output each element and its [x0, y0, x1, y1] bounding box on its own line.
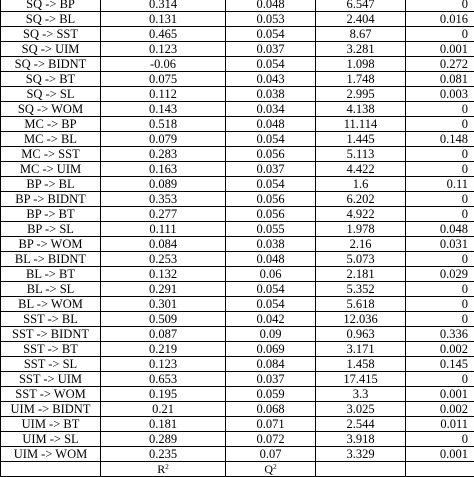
- std-error-cell: 0.037: [226, 162, 316, 177]
- estimate-cell: 0.653: [101, 372, 226, 387]
- table-row: [1, 87, 474, 102]
- p-value-cell: 0.001: [406, 387, 474, 402]
- std-error-cell: 0.084: [226, 357, 316, 372]
- p-value-cell: 0.016: [406, 12, 474, 27]
- table-row: [1, 327, 474, 342]
- path-cell: SST -> BL: [1, 312, 101, 327]
- critical-ratio-cell: 2.544: [316, 417, 406, 432]
- std-error-cell: 0.071: [226, 417, 316, 432]
- std-error-cell: 0.043: [226, 72, 316, 87]
- estimate-cell: -0.06: [101, 57, 226, 72]
- std-error-cell: 0.055: [226, 222, 316, 237]
- critical-ratio-cell: 3.281: [316, 42, 406, 57]
- estimate-cell: 0.21: [101, 402, 226, 417]
- path-cell: SQ -> BIDNT: [1, 57, 101, 72]
- critical-ratio-cell: 3.171: [316, 342, 406, 357]
- estimate-cell: 0.283: [101, 147, 226, 162]
- path-cell: MC -> SST: [1, 147, 101, 162]
- estimate-cell: 0.289: [101, 432, 226, 447]
- table-row: [1, 447, 474, 462]
- path-cell: UIM -> BIDNT: [1, 402, 101, 417]
- table-row: [1, 432, 474, 447]
- empty-cell: [1, 462, 101, 477]
- table-row: [1, 372, 474, 387]
- critical-ratio-cell: 5.073: [316, 252, 406, 267]
- std-error-cell: 0.037: [226, 372, 316, 387]
- p-value-cell: 0.145: [406, 357, 474, 372]
- path-cell: BL -> SL: [1, 282, 101, 297]
- table-row: [1, 162, 474, 177]
- estimate-cell: 0.112: [101, 87, 226, 102]
- std-error-cell: 0.048: [226, 0, 316, 12]
- p-value-cell: 0.002: [406, 342, 474, 357]
- estimate-cell: 0.079: [101, 132, 226, 147]
- fit-indices-row: [1, 462, 474, 477]
- critical-ratio-cell: 1.978: [316, 222, 406, 237]
- estimate-cell: 0.301: [101, 297, 226, 312]
- p-value-cell: 0: [406, 297, 474, 312]
- estimate-cell: 0.181: [101, 417, 226, 432]
- critical-ratio-cell: 8.67: [316, 27, 406, 42]
- estimate-cell: 0.353: [101, 192, 226, 207]
- path-cell: SST -> BIDNT: [1, 327, 101, 342]
- estimate-cell: 0.291: [101, 282, 226, 297]
- p-value-cell: 0.001: [406, 42, 474, 57]
- p-value-cell: 0: [406, 207, 474, 222]
- critical-ratio-cell: 11.114: [316, 117, 406, 132]
- path-cell: UIM -> BT: [1, 417, 101, 432]
- estimate-cell: 0.123: [101, 42, 226, 57]
- std-error-cell: 0.059: [226, 387, 316, 402]
- table-row: [1, 0, 474, 12]
- table-row: [1, 282, 474, 297]
- estimate-cell: 0.195: [101, 387, 226, 402]
- estimate-cell: 0.509: [101, 312, 226, 327]
- p-value-cell: 0: [406, 252, 474, 267]
- table-row: [1, 237, 474, 252]
- table-row: [1, 117, 474, 132]
- critical-ratio-cell: 1.098: [316, 57, 406, 72]
- table-row: [1, 27, 474, 42]
- path-cell: BP -> WOM: [1, 237, 101, 252]
- path-cell: SST -> SL: [1, 357, 101, 372]
- critical-ratio-cell: 4.922: [316, 207, 406, 222]
- estimate-cell: 0.143: [101, 102, 226, 117]
- path-cell: SQ -> BL: [1, 12, 101, 27]
- critical-ratio-cell: 3.3: [316, 387, 406, 402]
- critical-ratio-cell: 2.16: [316, 237, 406, 252]
- q-squared-header: $Q^2$: [226, 462, 316, 477]
- table-row: [1, 402, 474, 417]
- critical-ratio-cell: 2.181: [316, 267, 406, 282]
- path-cell: SST -> BT: [1, 342, 101, 357]
- estimate-cell: 0.219: [101, 342, 226, 357]
- estimate-cell: 0.277: [101, 207, 226, 222]
- p-value-cell: 0.001: [406, 447, 474, 462]
- estimate-cell: 0.111: [101, 222, 226, 237]
- estimate-cell: 0.123: [101, 357, 226, 372]
- path-cell: SST -> UIM: [1, 372, 101, 387]
- critical-ratio-cell: 12.036: [316, 312, 406, 327]
- std-error-cell: 0.056: [226, 192, 316, 207]
- std-error-cell: 0.07: [226, 447, 316, 462]
- table-row: [1, 192, 474, 207]
- critical-ratio-cell: 3.329: [316, 447, 406, 462]
- std-error-cell: 0.053: [226, 12, 316, 27]
- table-row: [1, 387, 474, 402]
- empty-cell: [316, 462, 406, 477]
- path-cell: BP -> BT: [1, 207, 101, 222]
- p-value-cell: 0: [406, 27, 474, 42]
- r-squared-header: $R^2$: [101, 462, 226, 477]
- path-cell: UIM -> SL: [1, 432, 101, 447]
- p-value-cell: 0: [406, 162, 474, 177]
- path-cell: SQ -> WOM: [1, 102, 101, 117]
- path-cell: MC -> BL: [1, 132, 101, 147]
- p-value-cell: 0.003: [406, 87, 474, 102]
- p-value-cell: 0.002: [406, 402, 474, 417]
- path-cell: BP -> BL: [1, 177, 101, 192]
- estimate-cell: 0.314: [101, 0, 226, 12]
- critical-ratio-cell: 1.458: [316, 357, 406, 372]
- path-cell: MC -> UIM: [1, 162, 101, 177]
- std-error-cell: 0.042: [226, 312, 316, 327]
- std-error-cell: 0.054: [226, 57, 316, 72]
- critical-ratio-cell: 6.202: [316, 192, 406, 207]
- estimate-cell: 0.465: [101, 27, 226, 42]
- p-value-cell: 0: [406, 102, 474, 117]
- std-error-cell: 0.056: [226, 147, 316, 162]
- p-value-cell: 0.11: [406, 177, 474, 192]
- path-cell: BP -> SL: [1, 222, 101, 237]
- table-row: [1, 357, 474, 372]
- critical-ratio-cell: 1.748: [316, 72, 406, 87]
- std-error-cell: 0.048: [226, 117, 316, 132]
- p-value-cell: 0: [406, 147, 474, 162]
- critical-ratio-cell: 3.025: [316, 402, 406, 417]
- std-error-cell: 0.068: [226, 402, 316, 417]
- estimate-cell: 0.235: [101, 447, 226, 462]
- p-value-cell: 0.031: [406, 237, 474, 252]
- path-cell: SQ -> SL: [1, 87, 101, 102]
- critical-ratio-cell: 0.963: [316, 327, 406, 342]
- path-cell: BL -> BT: [1, 267, 101, 282]
- table-row: [1, 42, 474, 57]
- std-error-cell: 0.054: [226, 297, 316, 312]
- table-row: [1, 297, 474, 312]
- table-row: [1, 177, 474, 192]
- p-value-cell: 0.048: [406, 222, 474, 237]
- p-value-cell: 0: [406, 282, 474, 297]
- table-body: [1, 0, 474, 462]
- critical-ratio-cell: 1.6: [316, 177, 406, 192]
- table-row: [1, 207, 474, 222]
- std-error-cell: 0.054: [226, 27, 316, 42]
- std-error-cell: 0.054: [226, 132, 316, 147]
- p-value-cell: 0: [406, 432, 474, 447]
- std-error-cell: 0.054: [226, 177, 316, 192]
- p-value-cell: 0: [406, 0, 474, 12]
- path-cell: BL -> BIDNT: [1, 252, 101, 267]
- table-row: [1, 417, 474, 432]
- table-row: [1, 222, 474, 237]
- table-row: [1, 342, 474, 357]
- p-value-cell: 0.272: [406, 57, 474, 72]
- estimate-cell: 0.132: [101, 267, 226, 282]
- p-value-cell: 0: [406, 312, 474, 327]
- path-cell: UIM -> WOM: [1, 447, 101, 462]
- estimate-cell: 0.518: [101, 117, 226, 132]
- std-error-cell: 0.034: [226, 102, 316, 117]
- p-value-cell: 0.336: [406, 327, 474, 342]
- critical-ratio-cell: 5.352: [316, 282, 406, 297]
- estimate-cell: 0.075: [101, 72, 226, 87]
- std-error-cell: 0.054: [226, 282, 316, 297]
- std-error-cell: 0.056: [226, 207, 316, 222]
- empty-cell: [406, 462, 474, 477]
- path-cell: BL -> WOM: [1, 297, 101, 312]
- p-value-cell: 0.148: [406, 132, 474, 147]
- path-cell: SQ -> UIM: [1, 42, 101, 57]
- critical-ratio-cell: 4.422: [316, 162, 406, 177]
- p-value-cell: 0.011: [406, 417, 474, 432]
- estimate-cell: 0.253: [101, 252, 226, 267]
- critical-ratio-cell: 6.547: [316, 0, 406, 12]
- table-row: [1, 57, 474, 72]
- table-row: [1, 102, 474, 117]
- critical-ratio-cell: 17.415: [316, 372, 406, 387]
- critical-ratio-cell: 4.138: [316, 102, 406, 117]
- p-value-cell: 0: [406, 372, 474, 387]
- critical-ratio-cell: 5.113: [316, 147, 406, 162]
- table-row: [1, 267, 474, 282]
- table-row: [1, 252, 474, 267]
- table-row: [1, 72, 474, 87]
- p-value-cell: 0: [406, 192, 474, 207]
- path-cell: SQ -> BT: [1, 72, 101, 87]
- std-error-cell: 0.048: [226, 252, 316, 267]
- critical-ratio-cell: 5.618: [316, 297, 406, 312]
- std-error-cell: 0.038: [226, 87, 316, 102]
- p-value-cell: 0.081: [406, 72, 474, 87]
- std-error-cell: 0.072: [226, 432, 316, 447]
- estimate-cell: 0.163: [101, 162, 226, 177]
- critical-ratio-cell: 2.404: [316, 12, 406, 27]
- std-error-cell: 0.069: [226, 342, 316, 357]
- path-cell: MC -> BP: [1, 117, 101, 132]
- estimate-cell: 0.089: [101, 177, 226, 192]
- table-row: [1, 12, 474, 27]
- table-row: [1, 132, 474, 147]
- table-row: [1, 147, 474, 162]
- estimate-cell: 0.131: [101, 12, 226, 27]
- path-cell: SQ -> BP: [1, 0, 101, 12]
- std-error-cell: 0.09: [226, 327, 316, 342]
- critical-ratio-cell: 1.445: [316, 132, 406, 147]
- p-value-cell: 0: [406, 117, 474, 132]
- estimate-cell: 0.087: [101, 327, 226, 342]
- critical-ratio-cell: 3.918: [316, 432, 406, 447]
- path-cell: SST -> WOM: [1, 387, 101, 402]
- std-error-cell: 0.038: [226, 237, 316, 252]
- path-cell: BP -> BIDNT: [1, 192, 101, 207]
- critical-ratio-cell: 2.995: [316, 87, 406, 102]
- table-row: [1, 312, 474, 327]
- estimate-cell: 0.084: [101, 237, 226, 252]
- path-cell: SQ -> SST: [1, 27, 101, 42]
- p-value-cell: 0.029: [406, 267, 474, 282]
- std-error-cell: 0.037: [226, 42, 316, 57]
- std-error-cell: 0.06: [226, 267, 316, 282]
